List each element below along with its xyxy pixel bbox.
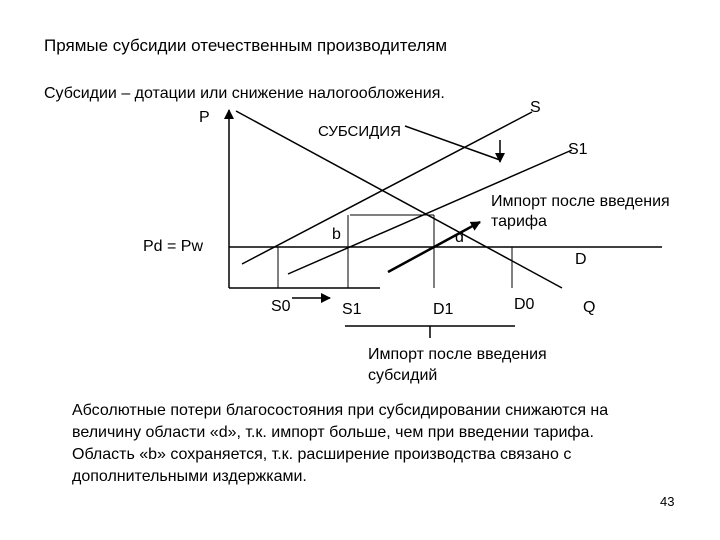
slide-subtitle: Субсидии – дотации или снижение налогообложения.: [44, 85, 445, 102]
tariff-import-label-line1: Импорт после введения: [491, 193, 670, 210]
subsidy-arrow: [405, 126, 500, 160]
supply-label-s1: S1: [568, 141, 588, 158]
explanation-line: Область «b» сохраняется, т.к. расширение производства связано с: [72, 446, 572, 463]
subsidy-label: СУБСИДИЯ: [318, 123, 401, 140]
explanation-line: дополнительными издержками.: [72, 468, 307, 485]
price-level-label: Pd = Pw: [143, 238, 204, 255]
subsidy-import-label-line1: Импорт после введения: [368, 346, 547, 363]
qty-label-s1: S1: [342, 301, 362, 318]
demand-label: D: [575, 251, 587, 268]
qty-label-s0: S0: [271, 298, 291, 315]
explanation-text: [72, 400, 712, 488]
area-b-label: b: [332, 226, 341, 243]
qty-label-d1: D1: [433, 301, 454, 318]
explanation-line: величину области «d», т.к. импорт больше, чем при введении тарифа.: [72, 424, 594, 441]
price-axis-label: P: [199, 109, 210, 126]
supply-label-s: S: [530, 99, 541, 116]
subsidy-import-label-line2: субсидий: [368, 367, 438, 384]
page-number: 43: [660, 494, 675, 509]
area-d-label: d: [455, 229, 464, 246]
qty-label-d0: D0: [514, 296, 535, 313]
slide-title: Прямые субсидии отечественным производителям: [44, 36, 448, 55]
tariff-import-label-line2: тарифа: [491, 213, 547, 230]
explanation-line: Абсолютные потери благосостояния при субсидировании снижаются на: [72, 402, 609, 419]
quantity-axis-label: Q: [583, 299, 596, 316]
